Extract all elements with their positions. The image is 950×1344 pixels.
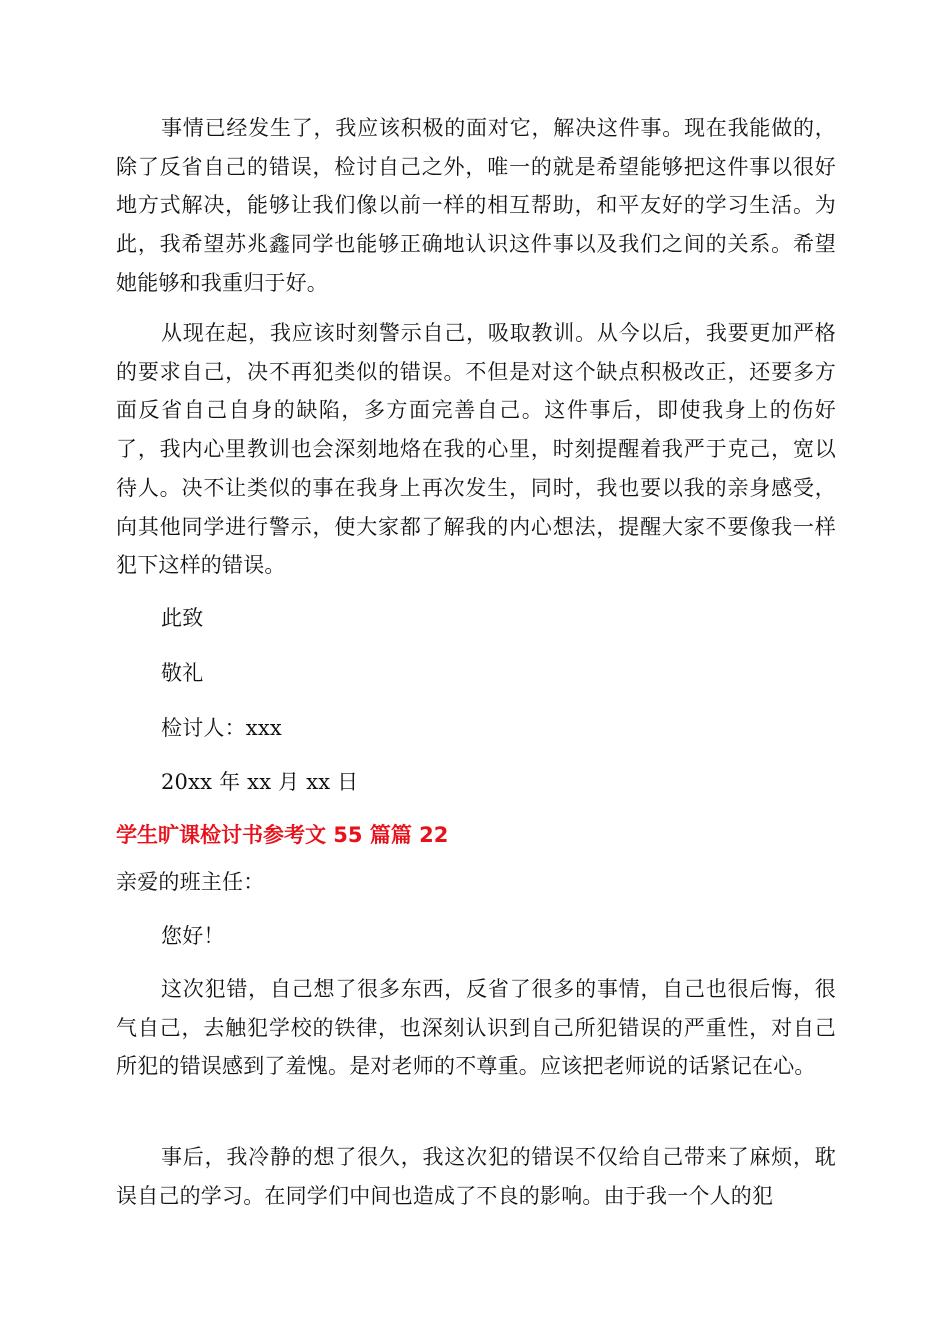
signature-line: 检讨人：xxx — [161, 716, 282, 740]
closing-salutation: 此致 — [161, 606, 204, 630]
paragraph-aftermath: 事后，我冷静的想了很久，我这次犯的错误不仅给自己带来了麻烦，耽误自己的学习。在同学们中间也造成了不良的影响。由于我一个人的犯 — [116, 1145, 836, 1208]
section-heading: 学生旷课检讨书参考文 55 篇篇 22 — [116, 823, 449, 847]
letter-greeting: 您好！ — [161, 924, 225, 948]
paragraph-reflection: 这次犯错，自己想了很多东西，反省了很多的事情，自己也很后悔，很气自己，去触犯学校的铁律，也深刻认识到自己所犯错误的严重性，对自己所犯的错误感到了羞愧。是对老师的不尊重。应该把老师说的话紧记在心。 — [116, 977, 836, 1079]
closing-regards: 敬礼 — [161, 661, 204, 685]
date-line: 20xx 年 xx 月 xx 日 — [161, 770, 359, 794]
paragraph-resolve-matter: 事情已经发生了，我应该积极的面对它，解决这件事。现在我能做的，除了反省自己的错误，检讨自己之外，唯一的就是希望能够把这件事以很好地方式解决，能够让我们像以前一样的相互帮助，和平友好的学习生活。为此，我希望苏兆鑫同学也能够正确地认识这件事以及我们之间的关系。希望她能够和我重归于好。 — [116, 116, 836, 295]
letter-salutation: 亲爱的班主任： — [116, 870, 265, 894]
paragraph-future-resolution: 从现在起，我应该时刻警示自己，吸取教训。从今以后，我要更加严格的要求自己，决不再犯类似的错误。不但是对这个缺点积极改正，还要多方面反省自己自身的缺陷，多方面完善自己。这件事后，即使我身上的伤好了，我内心里教训也会深刻地烙在我的心里，时刻提醒着我严于克己，宽以待人。决不让类似的事在我身上再次发生，同时，我也要以我的亲身感受，向其他同学进行警示，使大家都了解我的内心想法，提醒大家不要像我一样犯下这样的错误。 — [116, 321, 836, 578]
